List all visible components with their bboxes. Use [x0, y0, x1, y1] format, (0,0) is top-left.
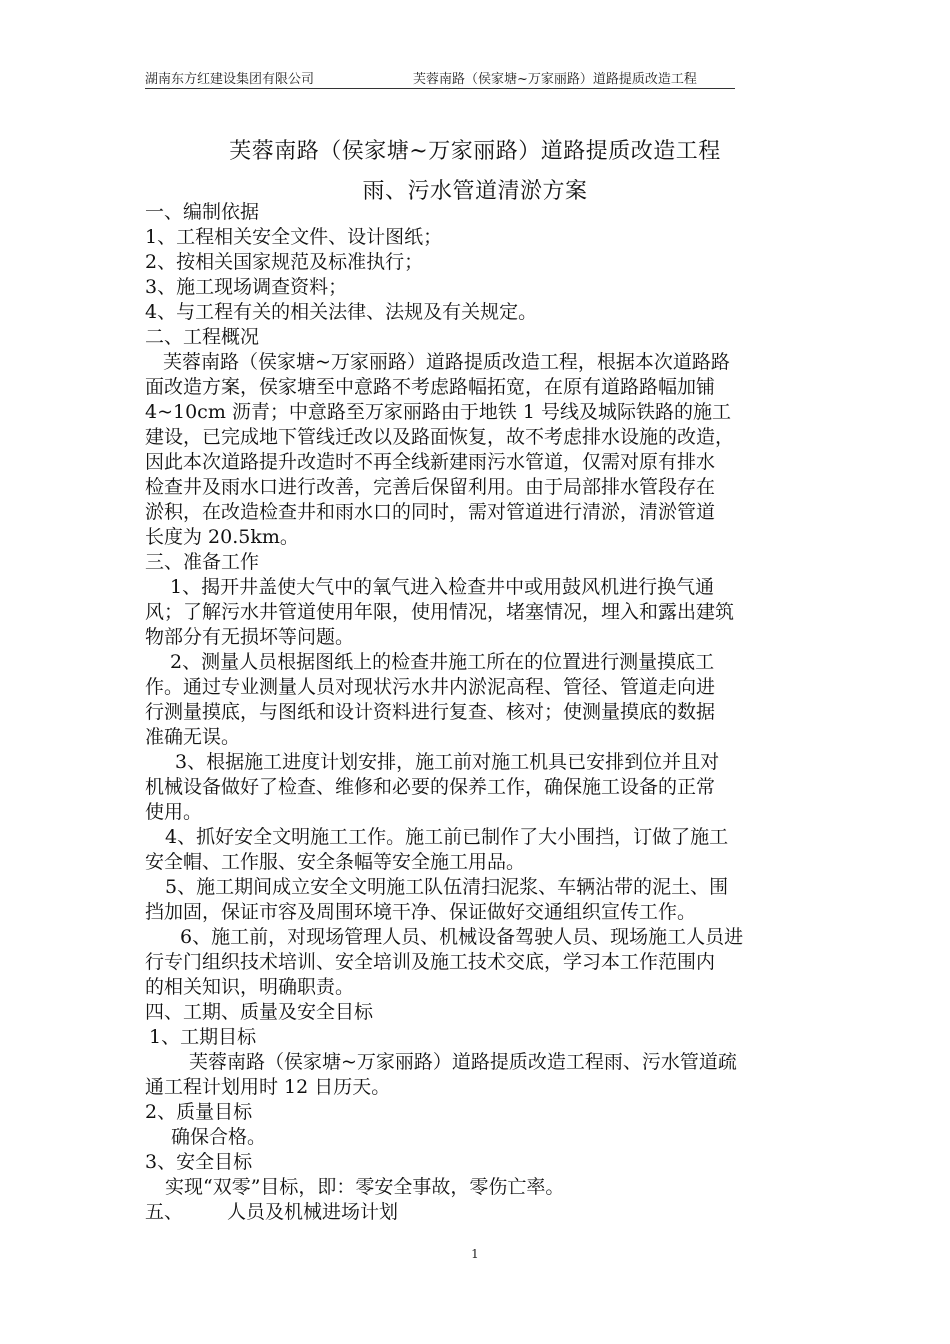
prep-item-3-line: 3、根据施工进度计划安排，施工前对施工机具已安排到位并且对 [175, 751, 720, 773]
safety-target-heading: 3、安全目标 [145, 1151, 253, 1173]
quality-target-text: 确保合格。 [171, 1126, 267, 1148]
prep-item-6-line: 的相关知识，明确职责。 [145, 976, 355, 998]
safety-target-text: 实现“双零”目标，即：零安全事故，零伤亡率。 [165, 1176, 565, 1198]
document-subtitle: 雨、污水管道清淤方案 [362, 179, 588, 204]
prep-item-2-line: 准确无误。 [145, 726, 241, 748]
prep-item-2-line: 行测量摸底，与图纸和设计资料进行复查、核对；使测量摸底的数据 [145, 701, 716, 723]
page-number: 1 [471, 1247, 479, 1261]
basis-item: 4、与工程有关的相关法律、法规及有关规定。 [145, 301, 538, 323]
section-5-number: 五、 [145, 1201, 184, 1223]
overview-line: 长度为 20.5km。 [145, 526, 299, 548]
basis-item: 3、施工现场调查资料； [145, 276, 348, 298]
page-header [145, 66, 735, 89]
schedule-target-heading: 1、工期目标 [149, 1026, 257, 1048]
prep-item-1-line: 1、揭开井盖使大气中的氧气进入检查井中或用鼓风机进行换气通 [170, 576, 715, 598]
overview-line: 面改造方案，侯家塘至中意路不考虑路幅拓宽，在原有道路路幅加铺 [145, 376, 716, 398]
prep-item-1-line: 风；了解污水井管道使用年限，使用情况，堵塞情况，埋入和露出建筑 [145, 601, 735, 623]
schedule-target-line: 芙蓉南路（侯家塘~万家丽路）道路提质改造工程雨、污水管道疏 [189, 1051, 737, 1073]
basis-item: 1、工程相关安全文件、设计图纸； [145, 226, 443, 248]
section-heading-4: 四、工期、质量及安全目标 [145, 1001, 374, 1023]
overview-line: 淤积，在改造检查井和雨水口的同时，需对管道进行清淤，清淤管道 [145, 501, 716, 523]
section-heading-5 [145, 1200, 810, 1225]
overview-line: 因此本次道路提升改造时不再全线新建雨污水管道，仅需对原有排水 [145, 451, 716, 473]
header-company: 湖南东方红建设集团有限公司 [145, 72, 315, 87]
prep-item-1-line: 物部分有无损坏等问题。 [145, 626, 355, 648]
document-title: 芙蓉南路（侯家塘~万家丽路）道路提质改造工程 [229, 139, 721, 164]
prep-item-5-line: 5、施工期间成立安全文明施工队伍清扫泥浆、车辆沾带的泥土、围 [165, 876, 729, 898]
section-heading-3: 三、准备工作 [145, 551, 260, 573]
prep-item-6-line: 行专门组织技术培训、安全培训及施工技术交底，学习本工作范围内 [145, 951, 716, 973]
basis-item: 2、按相关国家规范及标准执行； [145, 251, 424, 273]
section-heading-1: 一、编制依据 [145, 201, 260, 223]
prep-item-6-line: 6、施工前，对现场管理人员、机械设备驾驶人员、现场施工人员进 [180, 926, 744, 948]
overview-line: 芙蓉南路（侯家塘~万家丽路）道路提质改造工程，根据本次道路路 [163, 351, 730, 373]
overview-line: 建设，已完成地下管线迁改以及路面恢复，故不考虑排水设施的改造， [145, 426, 735, 448]
prep-item-4-line: 安全帽、工作服、安全条幅等安全施工用品。 [145, 851, 526, 873]
header-project: 芙蓉南路（侯家塘~万家丽路）道路提质改造工程 [413, 72, 697, 87]
overview-line: 4~10cm 沥青；中意路至万家丽路由于地铁 1 号线及城际铁路的施工 [145, 401, 732, 423]
overview-line: 检查井及雨水口进行改善，完善后保留利用。由于局部排水管段存在 [145, 476, 716, 498]
schedule-target-line: 通工程计划用时 12 日历天。 [145, 1076, 391, 1098]
quality-target-heading: 2、质量目标 [145, 1101, 253, 1123]
section-heading-2: 二、工程概况 [145, 326, 260, 348]
section-5-title: 人员及机械进场计划 [227, 1201, 399, 1223]
prep-item-4-line: 4、抓好安全文明施工工作。施工前已制作了大小围挡，订做了施工 [165, 826, 729, 848]
prep-item-2-line: 2、测量人员根据图纸上的检查井施工所在的位置进行测量摸底工 [170, 651, 715, 673]
prep-item-3-line: 使用。 [145, 801, 203, 823]
document-body [145, 200, 810, 1225]
prep-item-2-line: 作。通过专业测量人员对现状污水井内淤泥高程、管径、管道走向进 [145, 676, 716, 698]
prep-item-5-line: 挡加固，保证市容及周围环境干净、保证做好交通组织宣传工作。 [145, 901, 697, 923]
prep-item-3-line: 机械设备做好了检查、维修和必要的保养工作，确保施工设备的正常 [145, 776, 716, 798]
